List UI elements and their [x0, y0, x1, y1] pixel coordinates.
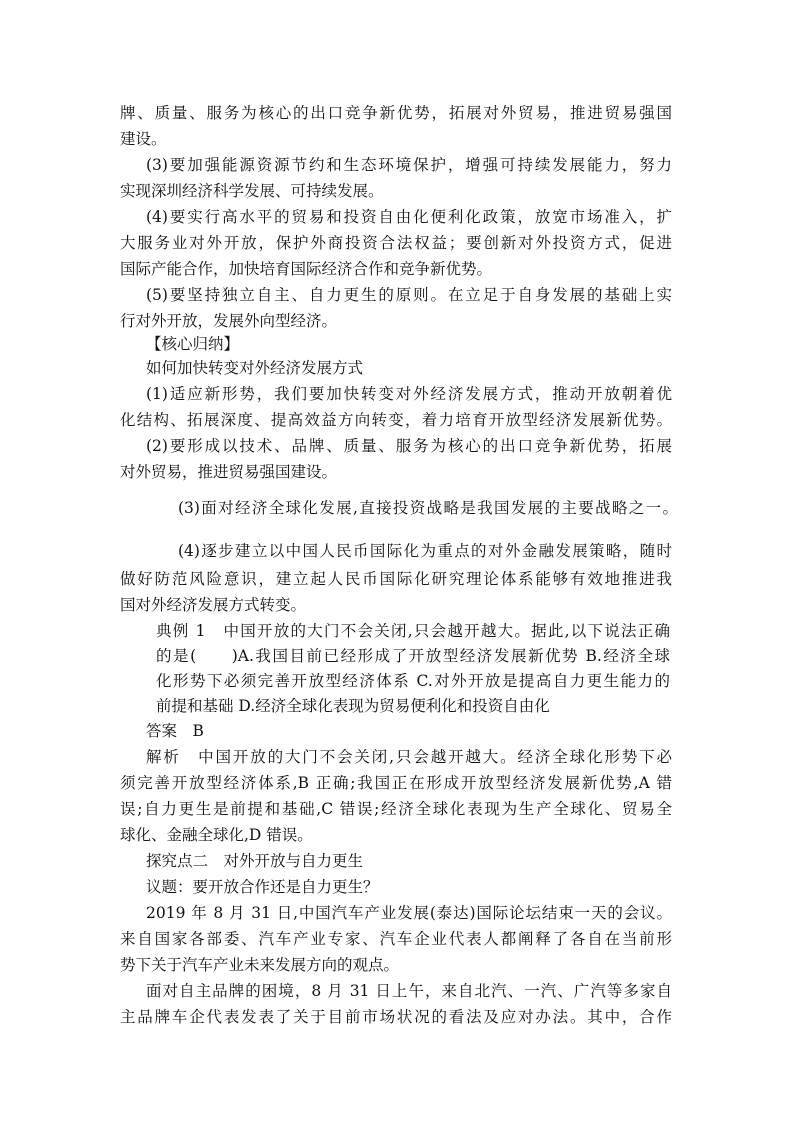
analysis-line: 误;自力更生是前提和基础,C 错误;经济全球化表现为生产全球化、贸易全: [120, 800, 672, 818]
example-question-line: 典例 1 中国开放的大门不会关闭,只会越开越大。据此,以下说法正确: [156, 622, 670, 640]
paragraph-line: (3)面对经济全球化发展,直接投资战略是我国发展的主要战略之一。: [178, 499, 678, 517]
example-question-line: 的是( )A.我国目前已经形成了开放型经济发展新优势 B.经济全球: [156, 647, 670, 665]
paragraph-line: 势下关于汽车产业未来发展方向的观点。: [120, 956, 400, 974]
answer-line: 答案 B: [146, 722, 204, 740]
paragraph-line: (1)适应新形势，我们要加快转变对外经济发展方式，推动开放朝着优: [146, 385, 672, 403]
paragraph-line: (4)要实行高水平的贸易和投资自由化便利化政策，放宽市场准入，扩: [146, 208, 672, 226]
paragraph-line: 化结构、拓展深度、提高效益方向转变，着力培育开放型经济发展新优势。: [120, 411, 672, 429]
paragraph-line: 对外贸易，推进贸易强国建设。: [120, 463, 338, 481]
paragraph-line: 来自国家各部委、汽车产业专家、汽车企业代表人都阐释了各自在当前形: [120, 930, 672, 948]
section-heading: 探究点二 对外开放与自力更生: [146, 852, 364, 870]
paragraph-line: 实现深圳经济科学发展、可持续发展。: [120, 182, 384, 200]
analysis-line: 须完善开放型经济体系,B 正确;我国正在形成开放型经济发展新优势,A 错: [120, 774, 672, 792]
subheading: 如何加快转变对外经济发展方式: [146, 359, 364, 377]
paragraph-line: 做好防范风险意识，建立起人民币国际化研究理论体系能够有效地推进我: [120, 570, 672, 588]
example-question-line: 化形势下必须完善开放型经济体系 C.对外开放是提高自力更生能力的: [156, 672, 670, 690]
paragraph-line: 牌、质量、服务为核心的出口竞争新优势，拓展对外贸易，推进贸易强国: [120, 104, 672, 122]
paragraph-line: (3)要加强能源资源节约和生态环境保护，增强可持续发展能力，努力: [146, 156, 672, 174]
paragraph-line: 大服务业对外开放，保护外商投资合法权益；要创新对外投资方式，促进: [120, 234, 672, 252]
section-heading: 【核心归纳】: [146, 335, 240, 353]
paragraph-line: 主品牌车企代表发表了关于目前市场状况的看法及应对办法。其中，合作: [120, 1008, 672, 1026]
paragraph-line: (4)逐步建立以中国人民币国际化为重点的对外金融发展策略，随时: [178, 542, 672, 560]
analysis-line: 球化、金融全球化,D 错误。: [120, 826, 313, 844]
paragraph-line: 2019 年 8 月 31 日,中国汽车产业发展(泰达)国际论坛结束一天的会议。: [146, 904, 672, 922]
analysis-line: 解析 中国开放的大门不会关闭,只会越开越大。经济全球化形势下必: [146, 748, 672, 766]
paragraph-line: (2)要形成以技术、品牌、质量、服务为核心的出口竞争新优势，拓展: [146, 437, 672, 455]
paragraph-line: 国对外经济发展方式转变。: [120, 596, 307, 614]
paragraph-line: 国际产能合作，加快培育国际经济合作和竞争新优势。: [120, 260, 493, 278]
paragraph-line: (5)要坚持独立自主、自力更生的原则。在立足于自身发展的基础上实: [146, 286, 672, 304]
example-question-line: 前提和基础 D.经济全球化表现为贸易便利化和投资自由化: [156, 697, 550, 715]
paragraph-line: 行对外开放，发展外向型经济。: [120, 312, 338, 330]
paragraph-line: 面对自主品牌的困境，8 月 31 日上午，来自北汽、一汽、广汽等多家自: [146, 982, 672, 1000]
paragraph-line: 建设。: [120, 130, 167, 148]
subheading: 议题：要开放合作还是自力更生？: [146, 878, 379, 896]
